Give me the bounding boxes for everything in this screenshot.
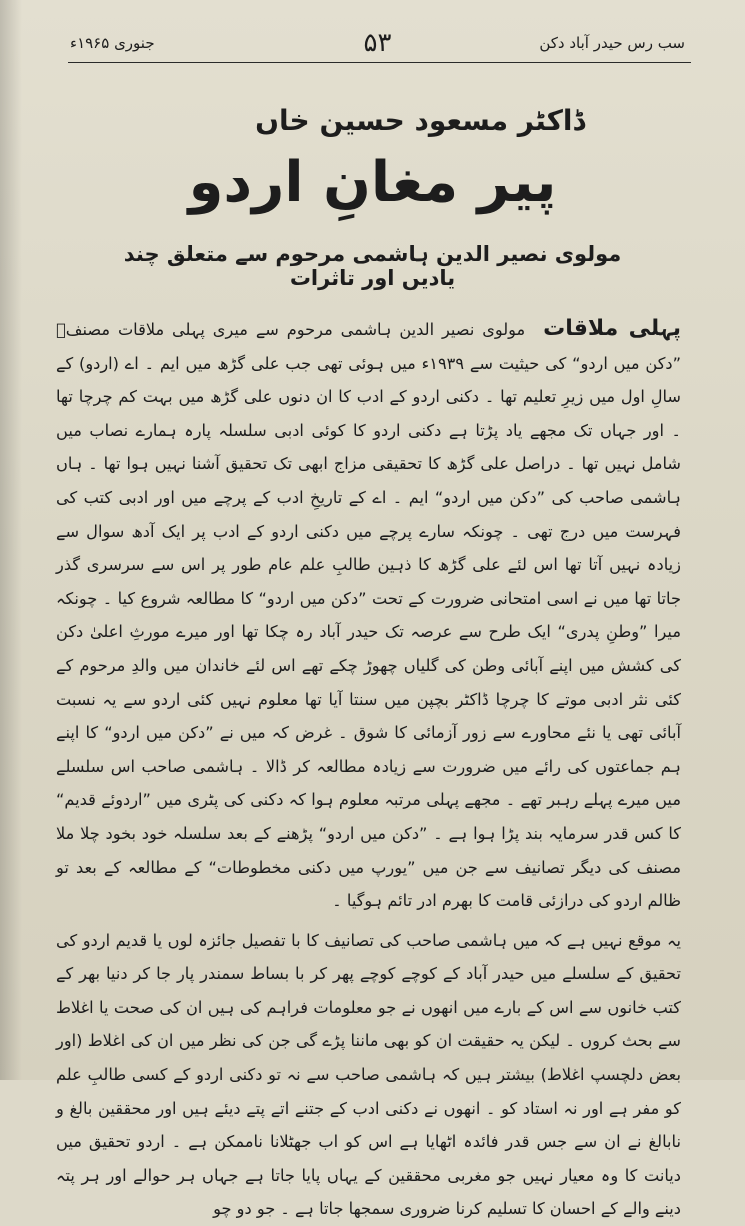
header-rule — [68, 62, 691, 63]
article-title: پیر مغانِ اردو — [188, 150, 557, 215]
paragraph-2: یہ موقع نہیں ہے کہ میں ہاشمی صاحب کی تصانیف کا با تفصیل جائزہ لوں یا قدیم اردو کی تحقیق کے سلسلے میں حیدر آباد کے کوچے کوچے پھر کر با بساط سمندر پار جا کر دنیا بھر کے کتب خانوں سے اس کے بارے میں انھوں نے جو معلومات فراہم کی ہیں ان کی صحت یا اغلاط سے بحث کروں ۔ لیکن یہ حقیقت ان کو بھی ماننا پڑے گی جن کی نظر میں ان کی اغلاط (اور بعض دلچسپ اغلاط) بیشتر ہیں کہ ہاشمی صاحب سے نہ تو دکنی اردو کے کسی طالبِ علم کو مفر ہے اور نہ استاد کو ۔ انھوں نے دکنی ادب کے جتنے اتے پتے دیئے ہیں اور محققین بالغ و نابالغ نے ان سے جس قدر فائدہ اٹھایا ہے اس کو اب جھٹلانا ناممکن ہے ۔ اردو تحقیق میں دیانت کا وہ معیار نہیں جو مغربی محققین کے یہاں پایا جاتا ہے جہاں ہر حوالے اور ہر پتہ دینے والے کے احسان کا تسلیم کرنا ضروری سمجھا جاتا ہے ۔ جو دو چو — [56, 930, 681, 1219]
paragraph-1 — [56, 312, 681, 918]
author-name: ڈاکٹر مسعود حسین خاں — [255, 104, 585, 137]
paragraph-1-text: مولوی نصیر الدین ہاشمی مرحوم سے میری پہلی ملاقات مصنفؔ ”دکن میں اردو“ کی حیثیت سے ۱۹۳۹ء میں ہوئی تھی جب علی گڑھ میں ایم ۔ اے (اردو) کے سالِ اول میں زیرِ تعلیم تھا ۔ دکنی اردو کے ادب کا ان دنوں علی گڑھ میں بہت کم چرچا تھا ۔ اور جہاں تک مجھے یاد پڑتا ہے دکنی اردو کا کوئی ادبی سلسلہ پارہ ہمارے نصاب میں شامل نہیں تھا ۔ دراصل علی گڑھ کا تحقیقی مزاج ابھی تک تحقیق آشنا نہیں ہوا تھا ۔ ہاں ہاشمی صاحب کی ”دکن میں اردو“ ایم ۔ اے کے تاریخِ ادب کے پرچے میں اور ادبی کتب کی فہرست میں درج تھی ۔ چونکہ سارے پرچے میں دکنی اردو کے ادب پر ایک آدھ سوال سے زیادہ نہیں آتا تھا اس لئے علی گڑھ کا ذہین طالبِ علم عام طور پر اس سے سرسری گذر جاتا تھا میں نے اسی امتحانی ضرورت کے تحت ”دکن میں اردو“ کا مطالعہ شروع کیا ۔ چونکہ میرا ”وطنِ پدری“ ایک طرح سے عرصہ تک حیدر آباد رہ چکا تھا اور میرے مورثِ اعلیٰ دکن کی کشش میں اپنے آبائی وطن کی گلیاں چھوڑ چکے تھے اس لئے خاندان میں والدِ مرحوم کے کئی نثر ادبی موتے کا چرچا ڈاکٹر بچپن میں سنتا آیا تھا معلوم نہیں کئی اردو سے یہ نسبت آبائی تھی یا نئے محاورے سے زور آزمائی کا شوق ۔ غرض کہ میں نے ”دکن میں اردو“ کا اپنے ہم جماعتوں کی رائے میں ضرورت سے زیادہ مطالعہ کر ڈالا ۔ ہاشمی صاحب اس سلسلے میں میرے پہلے رہبر تھے ۔ مجھے پہلی مرتبہ معلوم ہوا کہ دکنی کی پٹری میں ”اردوئے قدیم“ کا کس قدر سرمایہ بند پڑا ہوا ہے ۔ ”دکن میں اردو“ پڑھنے کے بعد سلسلہ خود بخود چلا ملا مصنف کی دیگر تصانیف سے جن میں ”یورپ میں دکنی مخطوطات“ کے مطالعہ کے بعد تو ظالم اردو کی درازئی قامت کا بھرم ادر تائم ہوگیا ۔ — [56, 320, 681, 911]
article-subtitle: مولوی نصیر الدین ہاشمی مرحوم سے متعلق چند یادیں اور تاثرات — [123, 242, 622, 290]
section-heading: پہلی ملاقات — [543, 316, 681, 341]
article-body — [56, 312, 681, 1226]
issue-date: جنوری ۱۹۶۵ء — [70, 34, 155, 52]
page-number: ۵۳ — [363, 28, 392, 58]
journal-name: سب رس حیدر آباد دکن — [539, 34, 685, 52]
